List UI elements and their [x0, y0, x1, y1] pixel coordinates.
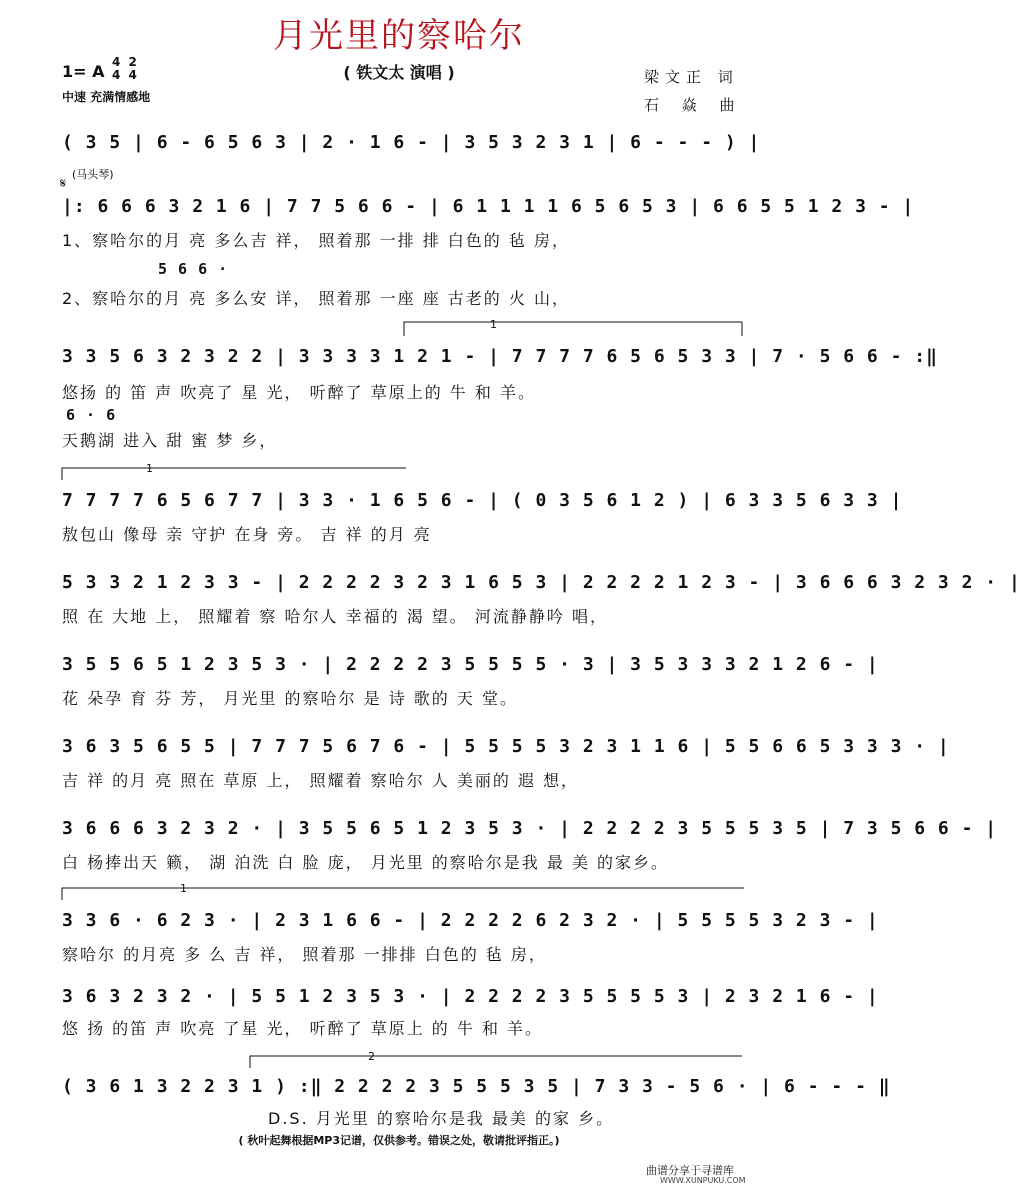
lyricist: 梁文正 词 — [644, 68, 739, 86]
lyric-row-7: 吉 祥 的月 亮 照在 草原 上， 照耀着 察哈尔 人 美丽的 遐 想， — [62, 771, 580, 790]
notation-inset-3: 6 · 6 — [66, 406, 117, 424]
notation-row-5: 5 3 3 2 1 2 3 3 - | 2 2 2 2 3 2 3 1 6 5 3 | 2 2 2 2 1 2 3 - | 3 6 6 6 3 2 3 2 · | — [62, 572, 1021, 593]
lyric-row-4: 敖包山 像母 亲 守护 在身 旁。 吉 祥 的月 亮 — [62, 525, 432, 544]
lyric-row-8: 白 杨捧出天 籁， 湖 泊洗 白 脸 庞， 月光里 的察哈尔是我 最 美 的家乡。 — [62, 853, 670, 872]
lyric-row-6: 花 朵孕 育 芬 芳， 月光里 的察哈尔 是 诗 歌的 天 堂。 — [62, 689, 518, 708]
volta-bracket-1a — [404, 322, 742, 336]
volta-number-1b: 1 — [146, 462, 153, 475]
notation-row-3: 3 3 5 6 3 2 3 2 2 | 3 3 3 3 1 2 1 - | 7 7 7 7 6 5 6 5 3 3 | 7 · 5 6 6 - :‖ — [62, 346, 938, 367]
lyric-row-11: D.S. 月光里 的察哈尔是我 最美 的家 乡。 — [268, 1109, 615, 1128]
notation-row-7: 3 6 3 5 6 5 5 | 7 7 7 5 6 7 6 - | 5 5 5 5 3 2 3 1 1 6 | 5 5 6 6 5 3 3 3 · | — [62, 736, 950, 757]
volta-number-1a: 1 — [490, 318, 497, 331]
notation-inset-2: 5 6 6 · — [158, 260, 229, 278]
notation-row-1: ( 3 5 | 6 - 6 5 6 3 | 2 · 1 6 - | 3 5 3 2 3 1 | 6 - - - ) | — [62, 132, 761, 153]
meter-a-den: 4 — [112, 68, 121, 82]
segno-icon: 𝄋 — [60, 176, 67, 192]
notation-row-4: 7 7 7 7 6 5 6 7 7 | 3 3 · 1 6 5 6 - | ( 0 3 5 6 1 2 ) | 6 3 3 5 6 3 3 | — [62, 490, 903, 511]
lyric-row-2-verse-2: 2、察哈尔的月 亮 多么安 详， 照着那 一座 座 古老的 火 山， — [62, 289, 570, 308]
notation-row-2: |: 6 6 6 3 2 1 6 | 7 7 5 6 6 - | 6 1 1 1 1 6 5 6 5 3 | 6 6 5 5 1 2 3 - | — [62, 196, 915, 217]
volta-bracket-2 — [250, 1056, 742, 1068]
notation-row-8: 3 6 6 6 3 2 3 2 · | 3 5 5 6 5 1 2 3 5 3 · | 2 2 2 2 3 5 5 5 3 5 | 7 3 5 6 6 - | — [62, 818, 998, 839]
meter-b-den: 4 — [128, 68, 137, 82]
composer: 石 焱 曲 — [644, 96, 744, 114]
page-title: 月光里的察哈尔 — [273, 16, 525, 56]
notation-row-9: 3 3 6 · 6 2 3 · | 2 3 1 6 6 - | 2 2 2 2 6 2 3 2 · | 5 5 5 5 3 2 3 - | — [62, 910, 879, 931]
lyric-row-10: 悠 扬 的笛 声 吹亮 了星 光， 听醉了 草原上 的 牛 和 羊。 — [62, 1019, 544, 1038]
lyric-row-3-verse-2: 天鹅湖 进入 甜 蜜 梦 乡， — [62, 431, 278, 450]
lyric-row-2-verse-1: 1、察哈尔的月 亮 多么吉 祥， 照着那 一排 排 白色的 毡 房， — [62, 231, 570, 250]
meter-a-num: 4 — [112, 55, 121, 69]
volta-number-1c: 1 — [180, 882, 187, 895]
meter-b-num: 2 — [128, 55, 137, 69]
watermark-url: WWW.XUNPUKU.COM — [660, 1176, 746, 1185]
footnote: ( 秋叶起舞根据MP3记谱，仅供参考。错误之处，敬请批评指正。) — [238, 1134, 560, 1147]
tempo-marking: 中速 充满情感地 — [62, 90, 151, 104]
volta-bracket-1c — [62, 888, 744, 900]
notation-row-10: 3 6 3 2 3 2 · | 5 5 1 2 3 5 3 · | 2 2 2 2 3 5 5 5 5 3 | 2 3 2 1 6 - | — [62, 986, 879, 1007]
lyric-row-9: 察哈尔 的月亮 多 么 吉 祥， 照着那 一排排 白色的 毡 房， — [62, 945, 547, 964]
lyric-row-5: 照 在 大地 上， 照耀着 察 哈尔人 幸福的 渴 望。 河流静静吟 唱， — [62, 607, 608, 626]
volta-number-2: 2 — [368, 1050, 375, 1063]
watermark-credit: 曲谱分享于寻谱库 — [646, 1164, 734, 1177]
instrument-note: (马头琴) — [72, 168, 114, 181]
notation-row-6: 3 5 5 6 5 1 2 3 5 3 · | 2 2 2 2 3 5 5 5 5 · 3 | 3 5 3 3 3 2 1 2 6 - | — [62, 654, 879, 675]
notation-row-11: ( 3 6 1 3 2 2 3 1 ) :‖ 2 2 2 2 3 5 5 5 3 5 | 7 3 3 - 5 6 · | 6 - - - ‖ — [62, 1076, 891, 1097]
volta-bracket-1b — [62, 468, 406, 480]
performer: ( 铁文太 演唱 ) — [343, 63, 455, 82]
key-signature: 1= A — [62, 62, 105, 81]
lyric-row-3-verse-1: 悠扬 的 笛 声 吹亮了 星 光， 听醉了 草原上的 牛 和 羊。 — [62, 383, 536, 402]
